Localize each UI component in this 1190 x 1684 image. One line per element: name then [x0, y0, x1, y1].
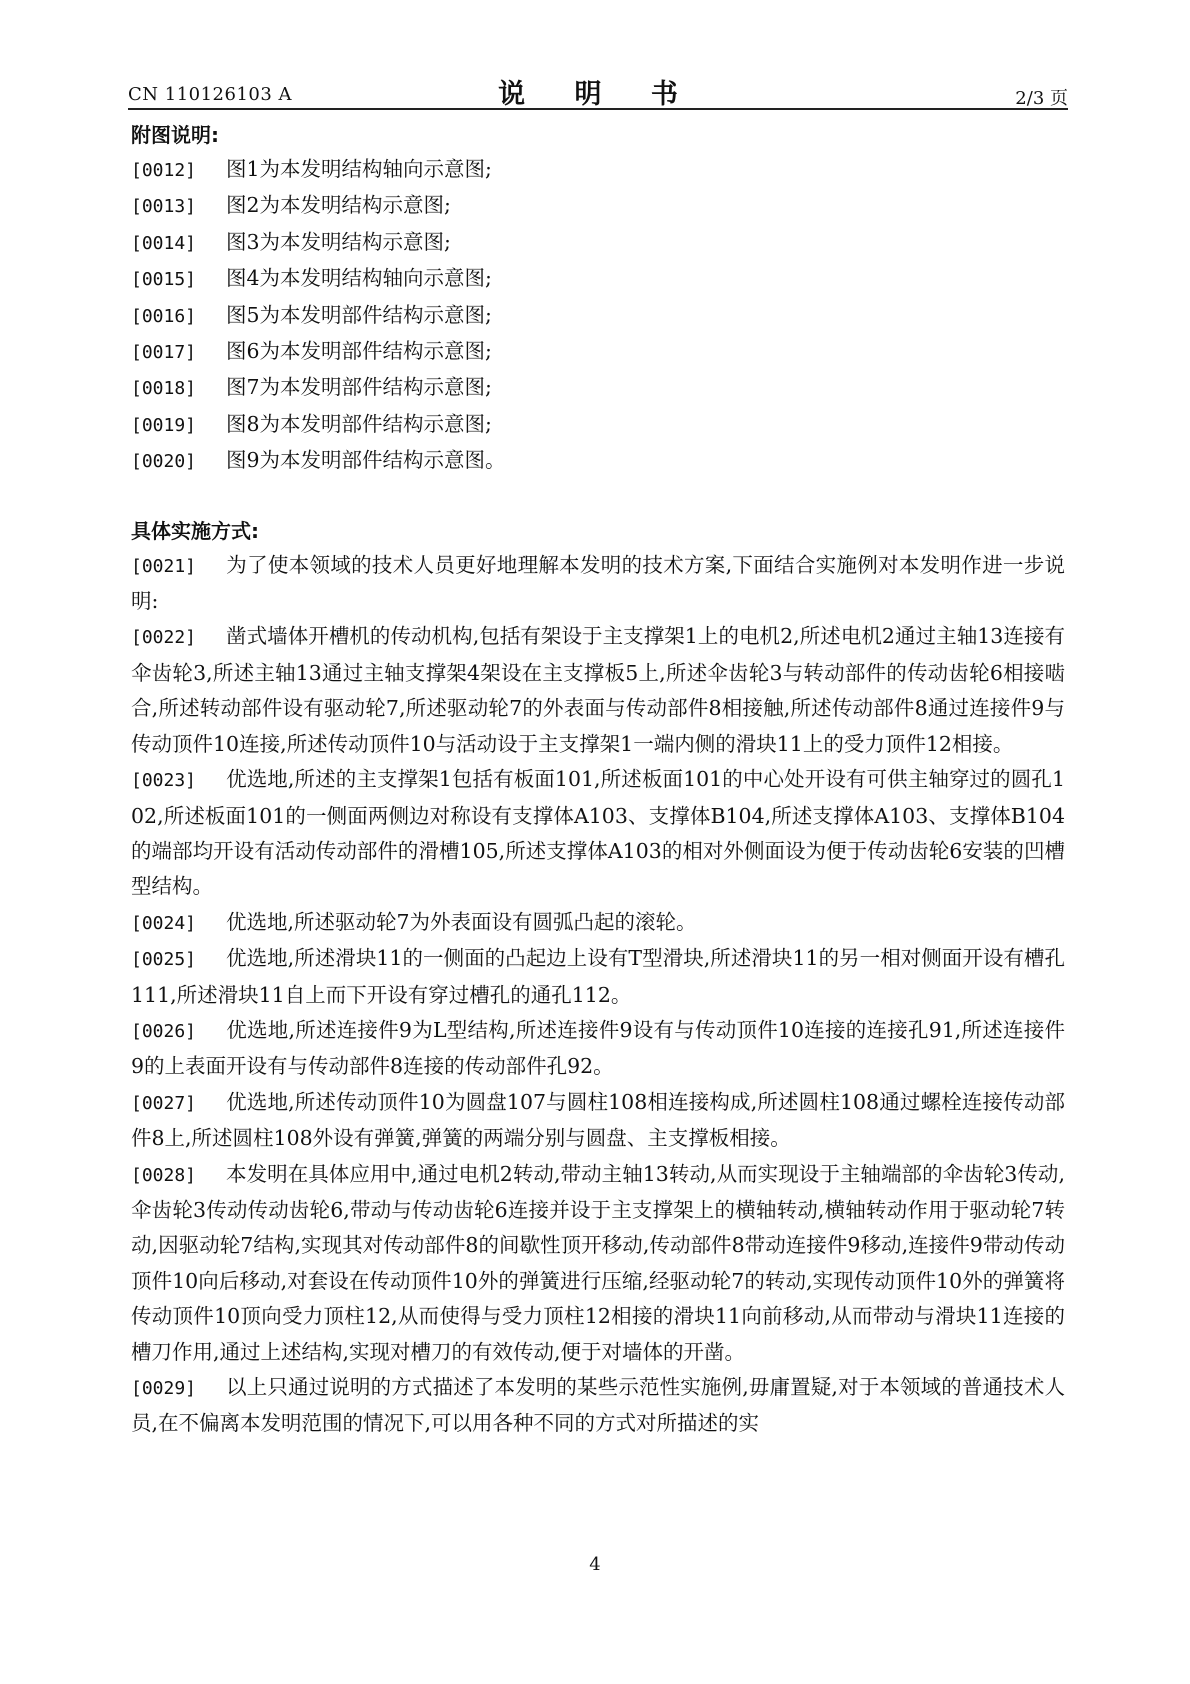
paragraph-text: 优选地,所述连接件9为L型结构,所述连接件9设有与传动顶件10连接的连接孔91,所述连接件9的上表面开设有与传动部件8连接的传动部件孔92。 — [131, 1017, 1065, 1079]
paragraph-text: 本发明在具体应用中,通过电机2转动,带动主轴13转动,从而实现设于主轴端部的伞齿轮3传动,伞齿轮3传动传动齿轮6,带动与传动齿轮6连接并设于主支撑架上的横轴转动,横轴转动作用于驱动轮7转动,因驱动轮7结构,实现其对传动部件8的间歇性顶开移动,传动部件8带动连接件9移动,连接件9带动传动顶件10向后移动,对套设在传动顶件10外的弹簧进行压缩,经驱动轮7的转动,实现传动顶件10外的弹簧将传动顶件10顶向受力顶柱12,从而使得与受力顶柱12相接的滑块11向前移动,从而带动与滑块11连接的槽刀作用,通过上述结构,实现对槽刀的有效传动,便于对墙体的开凿。 — [131, 1161, 1065, 1364]
figure-item — [131, 188, 1065, 224]
figure-text: 图7为本发明部件结构示意图; — [226, 375, 492, 400]
figure-text: 图2为本发明结构示意图; — [226, 193, 451, 218]
document-title: 说 明 书 — [498, 79, 698, 110]
figure-text: 图3为本发明结构示意图; — [226, 229, 451, 254]
paragraph — [131, 548, 1065, 620]
paragraph-number: [0026] — [131, 1020, 197, 1042]
paragraph-text: 为了使本领域的技术人员更好地理解本发明的技术方案,下面结合实施例对本发明作进一步说明: — [131, 552, 1065, 614]
figure-text: 图6为本发明部件结构示意图; — [226, 339, 492, 364]
paragraph-number: [0014] — [131, 232, 197, 254]
figure-text: 图9为本发明部件结构示意图。 — [226, 448, 506, 473]
figure-item — [131, 334, 1065, 370]
embodiment-paragraphs — [131, 548, 1065, 1442]
paragraph — [131, 619, 1065, 762]
paragraph-text: 以上只通过说明的方式描述了本发明的某些示范性实施例,毋庸置疑,对于本领域的普通技术人员,在不偏离本发明范围的情况下,可以用各种不同的方式对所描述的实 — [131, 1375, 1065, 1436]
embodiment-heading: 具体实施方式: — [131, 518, 259, 543]
figure-item — [131, 443, 1065, 479]
paragraph-text: 优选地,所述的主支撑架1包括有板面101,所述板面101的中心处开设有可供主轴穿过的圆孔102,所述板面101的一侧面两侧边对称设有支撑体A103、支撑体B104,所述支撑体A103、支撑体B104的端部均开设有活动传动部件的滑槽105,所述支撑体A103的相对外侧面设为便于传动齿轮6安装的凹槽型结构。 — [131, 767, 1065, 899]
paragraph — [131, 905, 1065, 941]
page-info: 2/3 页 — [1015, 88, 1068, 109]
figure-item — [131, 407, 1065, 443]
document-body — [131, 118, 1065, 1442]
paragraph-number: [0016] — [131, 305, 197, 327]
paragraph-number: [0028] — [131, 1164, 197, 1186]
paragraph — [131, 762, 1065, 905]
figure-text: 图1为本发明结构轴向示意图; — [226, 157, 492, 181]
figure-item — [131, 261, 1065, 297]
paragraph — [131, 1370, 1065, 1442]
paragraph-text: 凿式墙体开槽机的传动机构,包括有架设于主支撑架1上的电机2,所述电机2通过主轴13连接有伞齿轮3,所述主轴13通过主轴支撑架4架设在主支撑板5上,所述伞齿轮3与转动部件的传动齿轮6相接啮合,所述转动部件设有驱动轮7,所述驱动轮7的外表面与传动部件8相接触,所述传动部件8通过连接件9与传动顶件10连接,所述传动顶件10与活动设于主支撑架1一端内侧的滑块11上的受力顶件12相接。 — [131, 624, 1065, 756]
paragraph-text: 优选地,所述驱动轮7为外表面设有圆弧凸起的滚轮。 — [226, 909, 697, 934]
paragraph — [131, 1013, 1065, 1085]
paragraph-number: [0027] — [131, 1092, 197, 1114]
paragraph-text: 优选地,所述滑块11的一侧面的凸起边上设有T型滑块,所述滑块11的另一相对侧面开设有槽孔111,所述滑块11自上而下开设有穿过槽孔的通孔112。 — [131, 946, 1065, 1007]
page-number: 4 — [589, 1554, 601, 1575]
paragraph-number: [0024] — [131, 912, 197, 934]
figure-text: 图4为本发明结构轴向示意图; — [226, 266, 492, 291]
figure-text: 图8为本发明部件结构示意图; — [226, 411, 492, 436]
paragraph — [131, 1157, 1065, 1370]
paragraph-number: [0025] — [131, 949, 197, 971]
paragraph-number: [0012] — [131, 160, 197, 181]
paragraph-number: [0022] — [131, 627, 197, 649]
paragraph — [131, 941, 1065, 1013]
figure-item — [131, 225, 1065, 261]
paragraph-number: [0019] — [131, 414, 197, 436]
paragraph — [131, 1085, 1065, 1157]
paragraph-number: [0020] — [131, 451, 197, 473]
figures-heading: 附图说明: — [131, 123, 219, 147]
paragraph-number: [0023] — [131, 770, 197, 792]
paragraph-number: [0017] — [131, 342, 197, 364]
figures-list — [131, 152, 1065, 480]
page-header — [128, 68, 1068, 110]
paragraph-number: [0015] — [131, 269, 197, 291]
figure-text: 图5为本发明部件结构示意图; — [226, 302, 492, 327]
figure-item — [131, 298, 1065, 334]
paragraph-number: [0029] — [131, 1378, 197, 1399]
paragraph-number: [0018] — [131, 378, 197, 400]
publication-number: CN 110126103 A — [128, 84, 293, 105]
paragraph-number: [0021] — [131, 555, 197, 577]
figure-item — [131, 370, 1065, 406]
paragraph-text: 优选地,所述传动顶件10为圆盘107与圆柱108相连接构成,所述圆柱108通过螺栓连接传动部件8上,所述圆柱108外设有弹簧,弹簧的两端分别与圆盘、主支撑板相接。 — [131, 1089, 1065, 1151]
paragraph-number: [0013] — [131, 196, 197, 218]
figure-item — [131, 152, 1065, 188]
